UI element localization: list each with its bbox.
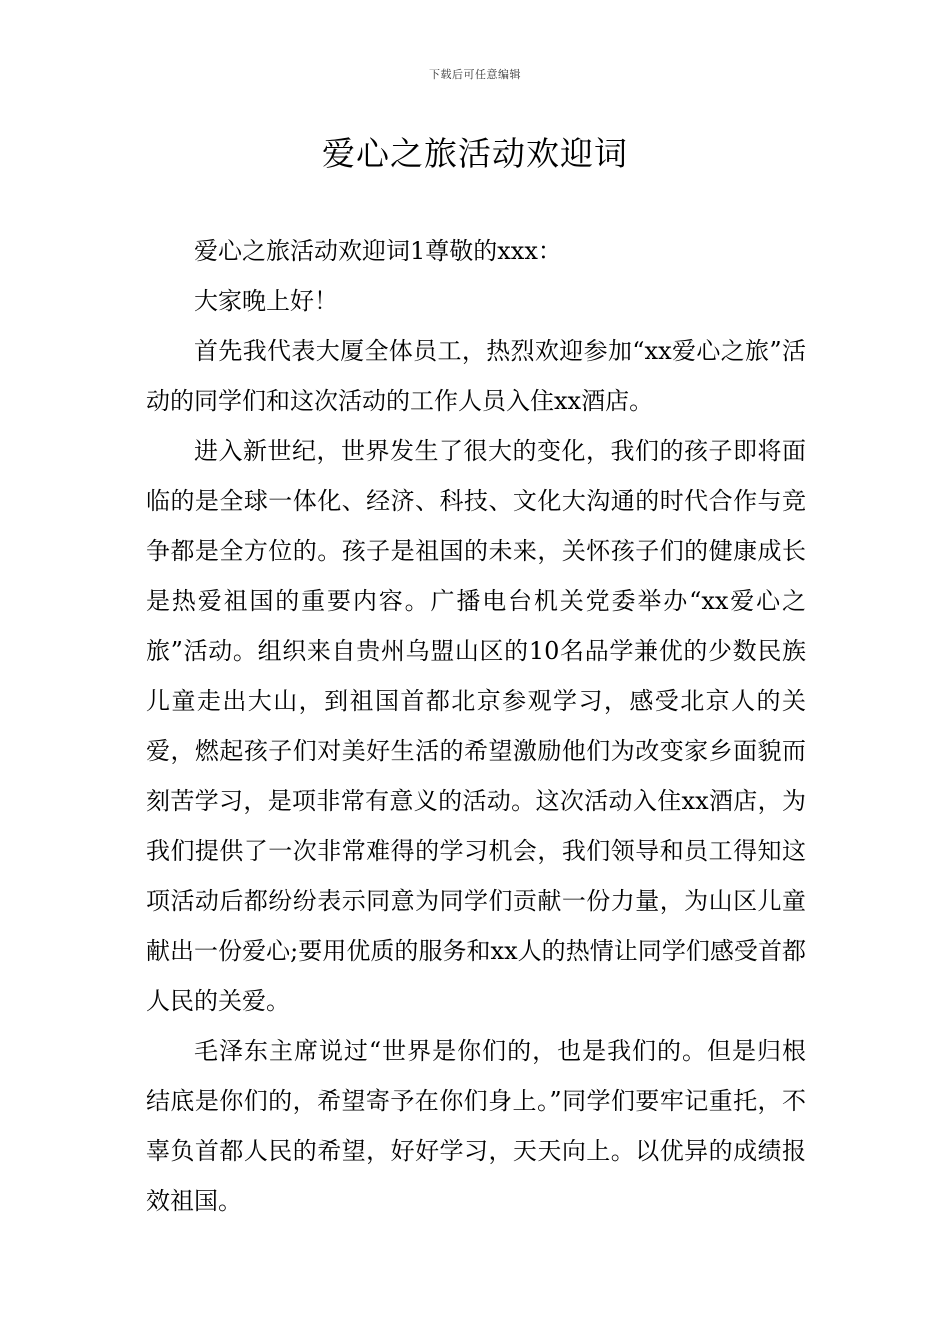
paragraph-salutation: 爱心之旅活动欢迎词1尊敬的xxx： xyxy=(194,237,562,265)
document-title: 爱心之旅活动欢迎词 xyxy=(322,134,628,173)
header-note: 下载后可任意编辑 xyxy=(429,68,521,81)
paragraph-welcome: 首先我代表大厦全体员工，热烈欢迎参加“xx爱心之旅”活动的同学们和这次活动的工作人员入住xx酒店。 xyxy=(146,337,806,415)
paragraph-greeting: 大家晚上好！ xyxy=(194,287,338,315)
paragraph-activity-description: 进入新世纪，世界发生了很大的变化，我们的孩子即将面临的是全球一体化、经济、科技、文化大沟通的时代合作与竞争都是全方位的。孩子是祖国的未来，关怀孩子们的健康成长是热爱祖国的重要内容。广播电台机关党委举办“xx爱心之旅”活动。组织来自贵州乌盟山区的10名品学兼优的少数民族儿童走出大山，到祖国首都北京参观学习，感受北京人的关爱，燃起孩子们对美好生活的希望激励他们为改变家乡面貌而刻苦学习，是项非常有意义的活动。这次活动入住xx酒店，为我们提供了一次非常难得的学习机会，我们领导和员工得知这项活动后都纷纷表示同意为同学们贡献一份力量，为山区儿童献出一份爱心;要用优质的服务和xx人的热情让同学们感受首都人民的关爱。 xyxy=(146,437,806,1015)
paragraph-closing: 毛泽东主席说过“世界是你们的，也是我们的。但是归根结底是你们的，希望寄予在你们身上。”同学们要牢记重托，不辜负首都人民的希望，好好学习，天天向上。以优异的成绩报效祖国。 xyxy=(146,1037,806,1215)
document-body xyxy=(146,226,806,1226)
